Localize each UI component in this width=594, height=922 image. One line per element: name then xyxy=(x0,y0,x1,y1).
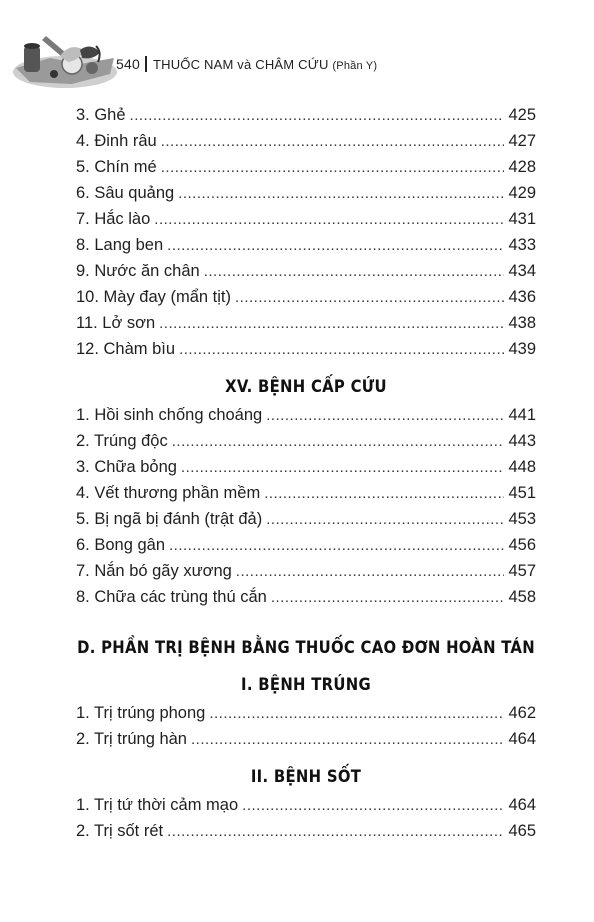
dot-leader xyxy=(169,533,504,559)
toc-entry[interactable] xyxy=(76,818,536,844)
dot-leader xyxy=(242,793,504,819)
dot-leader xyxy=(179,337,504,363)
dot-leader xyxy=(264,481,504,507)
entry-label: 2. Trị sốt rét xyxy=(76,822,164,840)
entry-label: 10. Mày đay (mẩn tịt) xyxy=(76,288,231,306)
entry-page: 428 xyxy=(508,158,536,176)
entry-page: 453 xyxy=(508,510,536,528)
entry-label: 11. Lở sơn xyxy=(76,314,156,332)
entry-page: 431 xyxy=(508,210,536,228)
book-title: THUỐC NAM và CHÂM CỨU xyxy=(152,57,329,72)
entry-page: 441 xyxy=(508,406,536,424)
dot-leader xyxy=(236,559,505,585)
entry-page: 433 xyxy=(508,236,536,254)
toc-entry[interactable] xyxy=(76,700,536,726)
toc-entry[interactable] xyxy=(76,584,536,610)
toc-entry[interactable] xyxy=(76,336,536,362)
entry-label: 2. Trị trúng hàn xyxy=(76,730,187,748)
running-head xyxy=(116,56,377,72)
entry-page: 434 xyxy=(508,262,536,280)
entry-label: 1. Trị tứ thời cảm mạo xyxy=(76,796,239,814)
dot-leader xyxy=(154,207,504,233)
dot-leader xyxy=(167,233,504,259)
toc-entry[interactable] xyxy=(76,180,536,206)
dot-leader xyxy=(172,429,505,455)
header-separator xyxy=(145,56,147,72)
entry-label: 6. Bong gân xyxy=(76,536,165,554)
dot-leader xyxy=(235,285,504,311)
entry-page: 462 xyxy=(508,704,536,722)
entry-page: 451 xyxy=(508,484,536,502)
entry-page: 427 xyxy=(508,132,536,150)
dot-leader xyxy=(130,103,505,129)
toc-entry[interactable] xyxy=(76,558,536,584)
toc-entry[interactable] xyxy=(76,206,536,232)
entry-page: 464 xyxy=(508,730,536,748)
toc-entry[interactable] xyxy=(76,506,536,532)
entry-label: 5. Bị ngã bị đánh (trật đả) xyxy=(76,510,263,528)
book-part: (Phần Y) xyxy=(332,60,378,72)
section-heading: I. BỆNH TRÚNG xyxy=(241,675,371,694)
entry-page: 436 xyxy=(508,288,536,306)
section-heading: II. BỆNH SỐT xyxy=(250,767,362,786)
entry-label: 8. Chữa các trùng thú cắn xyxy=(76,588,267,606)
entry-page: 443 xyxy=(508,432,536,450)
toc-entry[interactable] xyxy=(76,402,536,428)
dot-leader xyxy=(161,129,505,155)
entry-label: 2. Trúng độc xyxy=(76,432,168,450)
toc-entry[interactable] xyxy=(76,128,536,154)
toc-entry[interactable] xyxy=(76,310,536,336)
toc-entry[interactable] xyxy=(76,232,536,258)
dot-leader xyxy=(191,727,504,753)
entry-label: 6. Sâu quảng xyxy=(76,184,175,202)
entry-label: 1. Hồi sinh chống choáng xyxy=(76,406,263,424)
dot-leader xyxy=(266,507,504,533)
table-of-contents xyxy=(76,102,536,844)
entry-label: 12. Chàm bìu xyxy=(76,340,176,358)
toc-entry[interactable] xyxy=(76,102,536,128)
entry-page: 456 xyxy=(508,536,536,554)
page-number: 540 xyxy=(116,56,140,72)
entry-page: 425 xyxy=(508,106,536,124)
entry-page: 458 xyxy=(508,588,536,606)
dot-leader xyxy=(178,181,504,207)
toc-entry[interactable] xyxy=(76,154,536,180)
dot-leader xyxy=(181,455,505,481)
toc-entry[interactable] xyxy=(76,532,536,558)
entry-label: 8. Lang ben xyxy=(76,236,164,254)
entry-label: 3. Ghẻ xyxy=(76,106,126,124)
herbal-medicine-icon xyxy=(10,28,120,90)
toc-entry[interactable] xyxy=(76,284,536,310)
dot-leader xyxy=(161,155,505,181)
toc-entry[interactable] xyxy=(76,792,536,818)
toc-group-sot xyxy=(76,792,536,844)
dot-leader xyxy=(204,259,505,285)
dot-leader xyxy=(209,701,504,727)
toc-group-trung xyxy=(76,700,536,752)
dot-leader xyxy=(167,819,504,845)
entry-label: 3. Chữa bỏng xyxy=(76,458,177,476)
toc-group-skin xyxy=(76,102,536,362)
entry-page: 438 xyxy=(508,314,536,332)
entry-page: 429 xyxy=(508,184,536,202)
section-heading: XV. BỆNH CẤP CỨU xyxy=(225,377,387,396)
toc-entry[interactable] xyxy=(76,726,536,752)
entry-page: 464 xyxy=(508,796,536,814)
page-header xyxy=(0,0,594,90)
toc-entry[interactable] xyxy=(76,480,536,506)
dot-leader xyxy=(159,311,504,337)
dot-leader xyxy=(271,585,505,611)
dot-leader xyxy=(266,403,504,429)
toc-entry[interactable] xyxy=(76,428,536,454)
toc-entry[interactable] xyxy=(76,258,536,284)
entry-page: 457 xyxy=(508,562,536,580)
entry-label: 7. Nắn bó gãy xương xyxy=(76,562,232,580)
entry-label: 1. Trị trúng phong xyxy=(76,704,206,722)
entry-label: 7. Hắc lào xyxy=(76,210,151,228)
entry-label: 9. Nước ăn chân xyxy=(76,262,200,280)
entry-label: 5. Chín mé xyxy=(76,158,157,176)
part-heading: D. PHẦN TRỊ BỆNH BẰNG THUỐC CAO ĐƠN HOÀN TÁN xyxy=(77,638,535,657)
entry-page: 439 xyxy=(508,340,536,358)
entry-label: 4. Đinh râu xyxy=(76,132,157,150)
entry-page: 465 xyxy=(508,822,536,840)
entry-label: 4. Vết thương phần mềm xyxy=(76,484,261,502)
toc-entry[interactable] xyxy=(76,454,536,480)
toc-group-emergency xyxy=(76,402,536,610)
entry-page: 448 xyxy=(508,458,536,476)
